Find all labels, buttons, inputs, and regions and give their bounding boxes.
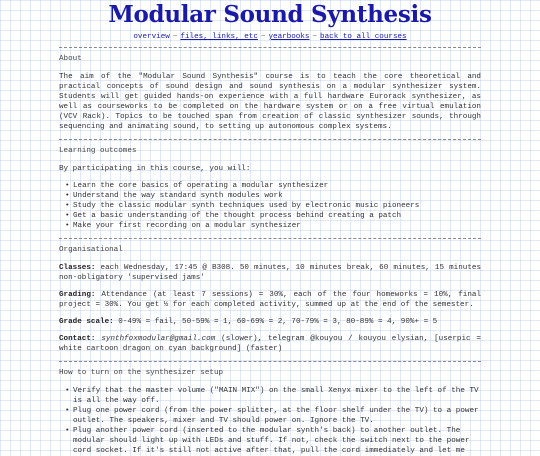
list-item: • Make your first recording on a modular synthesizer xyxy=(67,221,481,231)
outcomes-list xyxy=(59,181,481,231)
contact-label: Contact: xyxy=(59,335,96,343)
grading-label: Grading: xyxy=(59,291,96,299)
grade-scale-label: Grade scale: xyxy=(59,318,114,326)
organisational-section xyxy=(59,238,481,354)
list-item: • Get a basic understanding of the thought process behind creating a patch xyxy=(67,211,481,221)
outcomes-heading: Learning outcomes xyxy=(59,147,137,155)
organisational-heading: Organisational xyxy=(59,246,123,254)
classes-paragraph xyxy=(59,263,481,283)
nav-bar xyxy=(59,32,481,42)
nav-yearbooks-link[interactable]: yearbooks xyxy=(268,33,310,41)
contact-text: (slower), telegram @kouyou / kouyou elysian, [userpic = white cartoon dragon on cyan background] (faster) xyxy=(59,335,481,353)
nav-separator: ~ xyxy=(260,33,266,41)
howto-list xyxy=(59,386,481,456)
about-text: The aim of the "Modular Sound Synthesis" course is to teach the core theoretical and practical concepts of sound design and sound synthesis on a modular synthesizer system. Students will get guided hands-on experience with a full hardware Eurorack synthesizer, as well as courseworks to be completed on the hardware system or on a free virtual emulation (VCV Rack). Topics to be touched span from creation of classic synthesizer sounds, through sequencing and animating sound, to setting up autonomous complex systems. xyxy=(59,73,481,131)
grading-paragraph xyxy=(59,290,481,310)
nav-back-link[interactable]: back to all courses xyxy=(320,33,407,41)
contact-paragraph xyxy=(59,334,481,354)
classes-text: each Wednesday, 17:45 @ B308. 50 minutes, 10 minutes break, 60 minutes, 15 minutes non-obligatory 'supervised jams' xyxy=(59,264,481,282)
page xyxy=(0,2,540,456)
grading-text: Attendance (at least 7 sessions) = 30%, each of the four homeworks = 10%, final project = 30%. You get ½ for each completed activity, summed up at the end of the semester. xyxy=(59,291,481,309)
list-item: • Learn the core basics of operating a modular synthesizer xyxy=(67,181,481,191)
outcomes-intro: By participating in this course, you will: xyxy=(59,165,251,173)
nav-separator: ~ xyxy=(172,33,178,41)
about-section xyxy=(59,47,481,132)
about-heading: About xyxy=(59,55,82,63)
nav-overview-link[interactable]: overview xyxy=(133,33,170,41)
outcomes-section xyxy=(59,139,481,231)
nav-separator: ~ xyxy=(312,33,318,41)
list-item: • Plug one power cord (from the power splitter, at the floor shelf under the TV) to a power outlet. The speakers, mixer and TV should power on. Ignore the TV. xyxy=(67,406,481,426)
grade-scale-text: 0-49% = fail, 50-59% = 1, 60-69% = 2, 70-79% = 3, 80-89% = 4, 90%+ = 5 xyxy=(113,318,438,326)
grade-scale-paragraph xyxy=(59,317,481,327)
nav-files-link[interactable]: files, links, etc xyxy=(180,33,258,41)
classes-label: Classes: xyxy=(59,264,96,272)
list-item: • Study the classic modular synth techniques used by electronic music pioneers xyxy=(67,201,481,211)
list-item: • Understand the way standard synth modules work xyxy=(67,191,481,201)
page-title: Modular Sound Synthesis xyxy=(108,1,432,28)
howto-section xyxy=(59,361,481,456)
list-item: • Plug another power cord (inserted to the modular synth's back) to another outlet. The modular should light up with LEDs and stuff. If not, check the switch next to the power cord socket. If it's still not active after that, pull the cord immediately and let me xyxy=(67,426,481,456)
contact-email[interactable]: synthfoxmodular@gmail.com xyxy=(101,335,216,343)
howto-heading: How to turn on the synthesizer setup xyxy=(59,369,224,377)
list-item: • Verify that the master volume ("MAIN MIX") on the small Xenyx mixer to the left of the TV is all the way off. xyxy=(67,386,481,406)
